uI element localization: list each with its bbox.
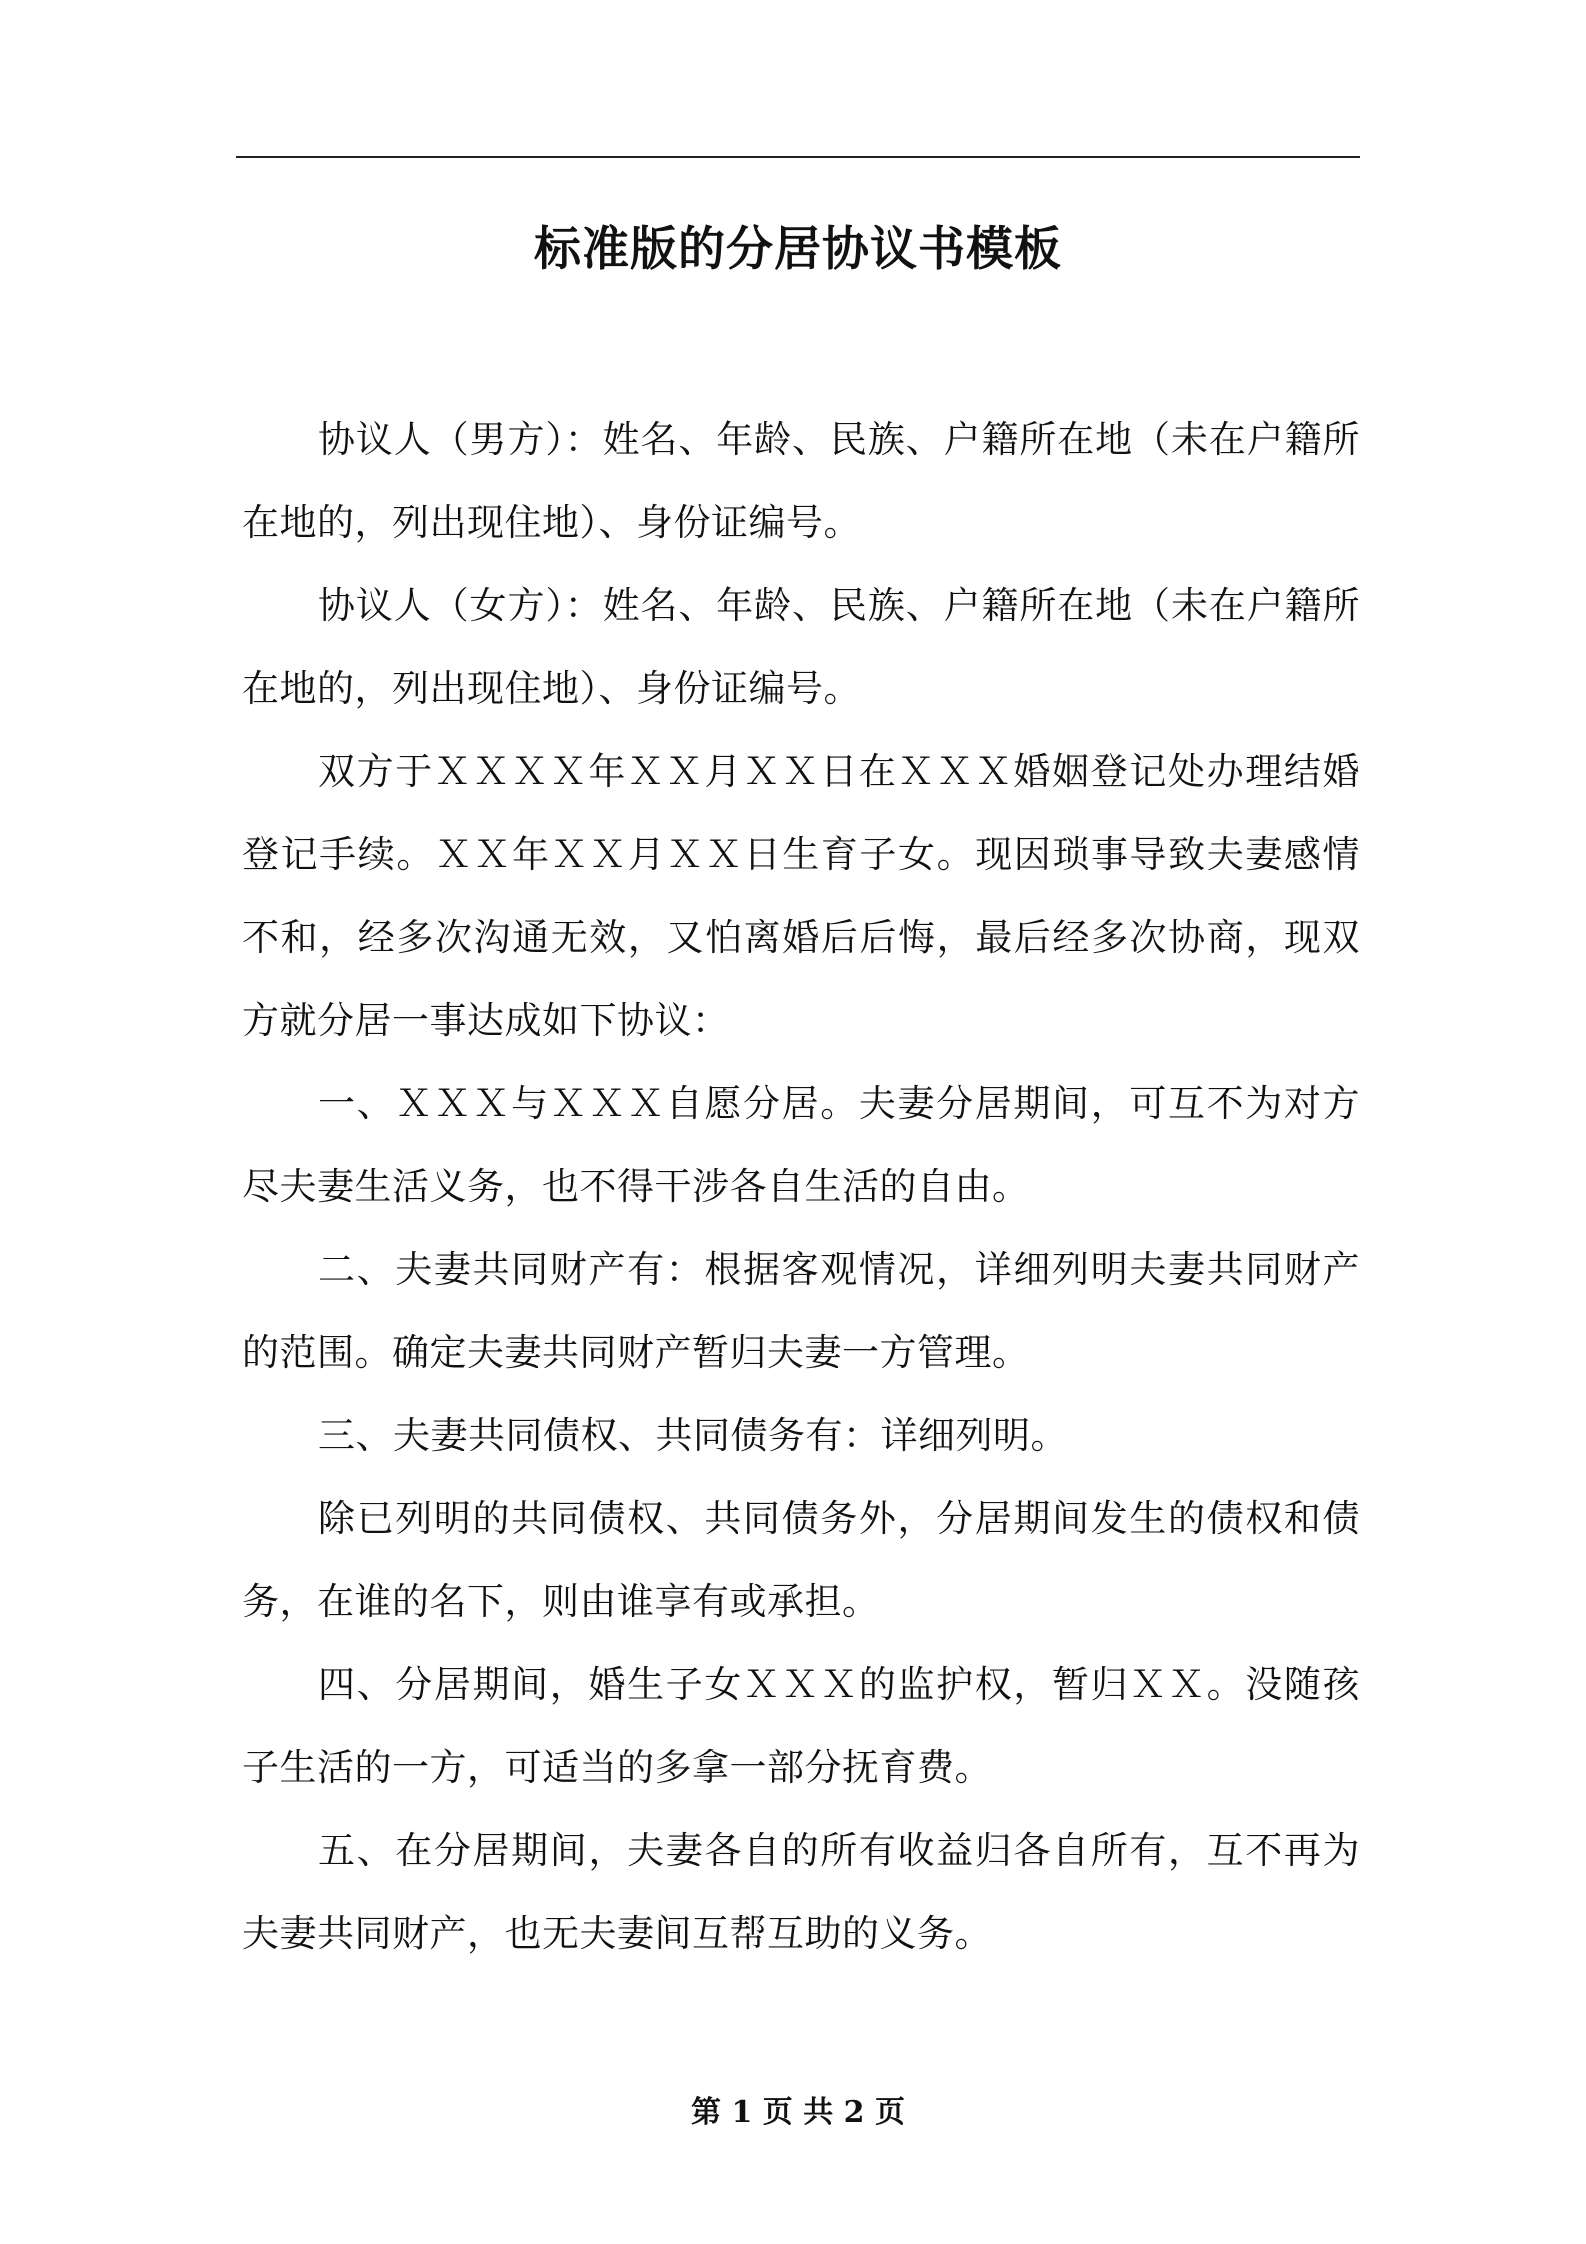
paragraph-clause-3-note: 除已列明的共同债权、共同债务外，分居期间发生的债权和债务，在谁的名下，则由谁享有或承担。 — [242, 1497, 1360, 1623]
paragraph-clause-5: 五、在分居期间，夫妻各自的所有收益归各自所有，互不再为夫妻共同财产，也无夫妻间互帮互助的义务。 — [242, 1829, 1360, 1955]
header-rule — [236, 156, 1360, 158]
paragraph-background: 双方于ＸＸＸＸ年ＸＸ月ＸＸ日在ＸＸＸ婚姻登记处办理结婚登记手续。ＸＸ年ＸＸ月ＸＸ日生育子女。现因琐事导致夫妻感情不和，经多次沟通无效，又怕离婚后后悔，最后经多次协商，现双方就分居一事达成如下协议： — [242, 750, 1360, 1042]
paragraph-clause-4: 四、分居期间，婚生子女ＸＸＸ的监护权，暂归ＸＸ。没随孩子生活的一方，可适当的多拿一部分抚育费。 — [242, 1663, 1360, 1789]
paragraph-clause-3: 三、夫妻共同债权、共同债务有：详细列明。 — [318, 1414, 1068, 1457]
page-number-footer: 第 1 页 共 2 页 — [691, 2095, 905, 2130]
paragraph-clause-1: 一、ＸＸＸ与ＸＸＸ自愿分居。夫妻分居期间，可互不为对方尽夫妻生活义务，也不得干涉各自生活的自由。 — [242, 1082, 1360, 1208]
paragraph-female-party: 协议人（女方）：姓名、年龄、民族、户籍所在地（未在户籍所在地的，列出现住地）、身份证编号。 — [242, 584, 1360, 710]
paragraph-male-party: 协议人（男方）：姓名、年龄、民族、户籍所在地（未在户籍所在地的，列出现住地）、身份证编号。 — [242, 418, 1360, 544]
document-body — [242, 398, 1360, 1975]
paragraph-clause-2: 二、夫妻共同财产有：根据客观情况，详细列明夫妻共同财产的范围。确定夫妻共同财产暂归夫妻一方管理。 — [242, 1248, 1360, 1374]
document-title: 标准版的分居协议书模板 — [534, 222, 1062, 277]
